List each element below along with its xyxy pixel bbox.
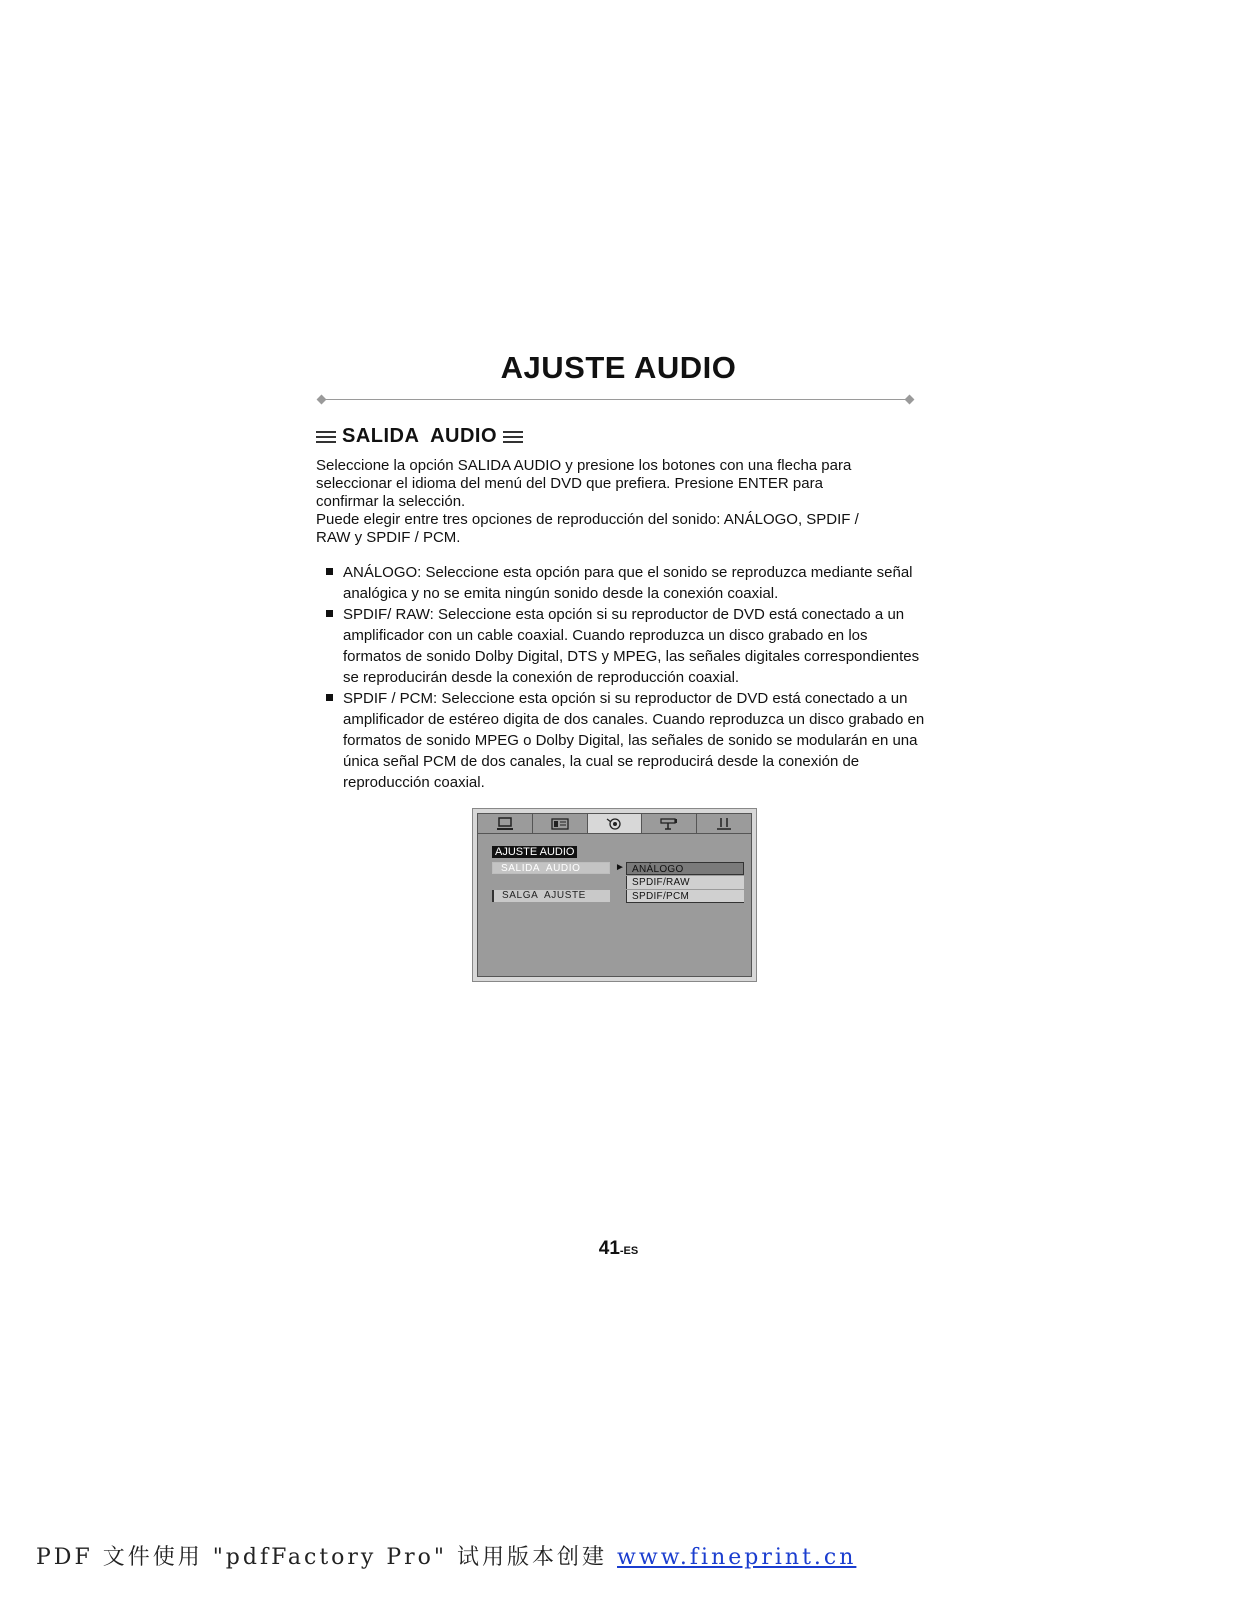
tab-video[interactable] <box>642 814 697 833</box>
page-number <box>0 1238 1237 1260</box>
intro-text <box>316 457 916 547</box>
intro-line: seleccionar el idioma del menú del DVD que prefiera. Presione ENTER para <box>316 475 823 492</box>
osd-menu-screenshot <box>472 808 757 982</box>
option-list <box>326 562 928 793</box>
footer-watermark <box>36 1540 856 1571</box>
menu-item-salida-audio[interactable]: SALIDA AUDIO <box>492 862 610 874</box>
audio-icon <box>604 817 624 831</box>
option-analogo[interactable]: ANÁLOGO <box>626 862 744 875</box>
option-spdif-raw[interactable]: SPDIF/RAW <box>626 876 744 889</box>
section-title: SALIDA AUDIO <box>342 425 498 447</box>
tab-audio[interactable] <box>588 814 643 833</box>
submenu-arrow-icon: ► <box>615 862 625 873</box>
video-icon <box>659 817 679 831</box>
intro-line: RAW y SPDIF / PCM. <box>316 529 461 546</box>
rule-left-diamond <box>317 395 327 405</box>
menu-item-salga-ajuste[interactable]: SALGA AJUSTE <box>492 890 610 902</box>
tab-preference[interactable] <box>697 814 751 833</box>
page-number-value: 41 <box>598 1238 620 1259</box>
osd-tab-bar <box>478 814 751 834</box>
preference-icon <box>714 817 734 831</box>
tab-language[interactable] <box>533 814 588 833</box>
section-heading <box>316 425 523 448</box>
page-title: AJUSTE AUDIO <box>500 350 737 385</box>
lines-icon <box>503 430 523 444</box>
osd-panel <box>477 813 752 977</box>
title-rule <box>325 399 910 400</box>
intro-line: Seleccione la opción SALIDA AUDIO y presione los botones con una flecha para <box>316 457 852 474</box>
rule-right-diamond <box>905 395 915 405</box>
osd-heading: AJUSTE AUDIO <box>492 846 577 858</box>
monitor-icon <box>495 817 515 831</box>
tab-general[interactable] <box>478 814 533 833</box>
list-item: SPDIF/ RAW: Seleccione esta opción si su reproductor de DVD está conectado a un amplificador con un cable coaxial. Cuando reproduzca un disco grabado en los formatos de sonido Dolby Digital, DTS y MPEG, las señales digitales correspondientes se reproducirán desde la conexión de reproducción coaxial. <box>326 604 928 688</box>
intro-line: confirmar la selección. <box>316 493 466 510</box>
page-number-suffix: -ES <box>619 1245 639 1257</box>
list-item: SPDIF / PCM: Seleccione esta opción si su reproductor de DVD está conectado a un amplificador de estéreo digita de dos canales. Cuando reproduzca un disco grabado en formatos de sonido MPEG o Dolby Digital, las señales de sonido se modularán en una única señal PCM de dos canales, la cual se reproducirá desde la conexión de reproducción coaxial. <box>326 688 928 793</box>
option-spdif-pcm[interactable]: SPDIF/PCM <box>626 890 744 903</box>
footer-text: PDF 文件使用 "pdfFactory Pro" 试用版本创建 <box>36 1545 618 1570</box>
list-item: ANÁLOGO: Seleccione esta opción para que el sonido se reproduzca mediante señal analógica y no se emita ningún sonido desde la conexión coaxial. <box>326 562 928 604</box>
intro-line: Puede elegir entre tres opciones de reproducción del sonido: ANÁLOGO, SPDIF / <box>316 511 859 528</box>
lines-icon <box>316 430 336 444</box>
footer-link[interactable]: www.fineprint.cn <box>617 1545 857 1570</box>
language-icon <box>550 817 570 831</box>
